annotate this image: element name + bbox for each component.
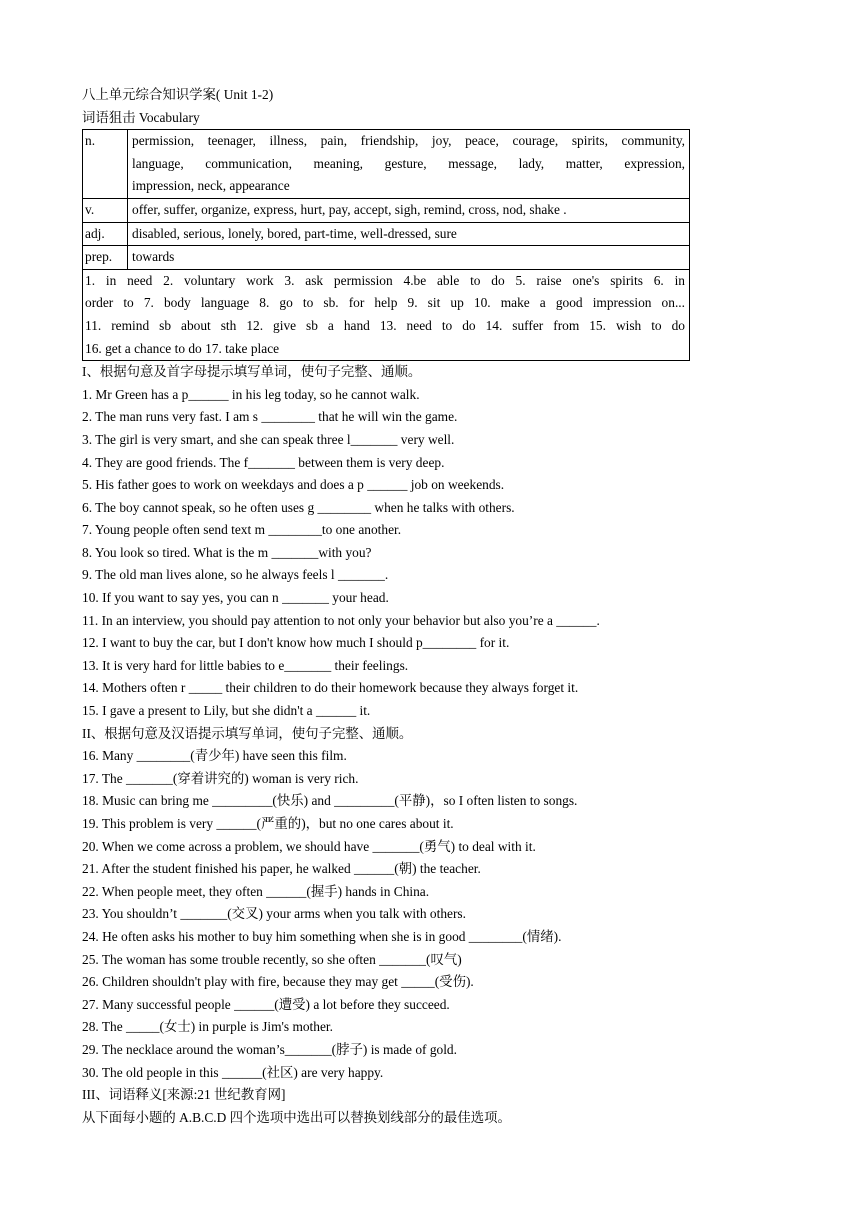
question-item: 10. If you want to say yes, you can n _______ your head.: [82, 590, 389, 606]
phrase-line: order to 7. body language 8. go to sb. for help 9. sit up 10. make a good impression on...: [85, 295, 685, 311]
question-item: 12. I want to buy the car, but I don't know how much I should p________ for it.: [82, 635, 510, 651]
verb-label: v.: [83, 198, 128, 222]
phrase-line: 16. get a chance to do 17. take place: [85, 340, 280, 356]
adjective-label: adj.: [83, 222, 128, 246]
verb-row: [83, 198, 690, 222]
question-item: 17. The _______(穿着讲究的) woman is very rich.: [82, 770, 359, 786]
preposition-row: [83, 246, 690, 270]
question-item: 25. The woman has some trouble recently, so she often _______(叹气): [82, 951, 462, 967]
question-item: 28. The _____(女士) in purple is Jim's mother.: [82, 1019, 333, 1035]
phrase-line: 1. in need 2. voluntary work 3. ask permission 4.be able to do 5. raise one's spirits 6. in: [85, 272, 685, 288]
question-item: 29. The necklace around the woman’s_______(脖子) is made of gold.: [82, 1041, 457, 1057]
noun-line: permission, teenager, illness, pain, friendship, joy, peace, courage, spirits, community,: [132, 133, 685, 149]
question-item: 16. Many ________(青少年) have seen this film.: [82, 748, 347, 764]
noun-line: impression, neck, appearance: [132, 178, 290, 194]
worksheet-page: [82, 84, 692, 1129]
question-item: 1. Mr Green has a p______ in his leg today, so he cannot walk.: [82, 386, 420, 402]
question-item: 9. The old man lives alone, so he always feels l _______.: [82, 567, 389, 583]
question-item: 3. The girl is very smart, and she can speak three l_______ very well.: [82, 431, 455, 447]
noun-words: [128, 130, 690, 199]
vocabulary-heading: 词语狙击 Vocabulary: [82, 109, 200, 125]
preposition-words: towards: [128, 246, 690, 270]
question-item: 4. They are good friends. The f_______ between them is very deep.: [82, 454, 445, 470]
adjective-words: disabled, serious, lonely, bored, part-time, well-dressed, sure: [128, 222, 690, 246]
section2-list: [82, 745, 692, 1084]
noun-label: n.: [83, 130, 128, 199]
section1-heading: I、根据句意及首字母提示填写单词，使句子完整、通顺。: [82, 364, 422, 380]
question-item: 14. Mothers often r _____ their children to do their homework because they always forget it.: [82, 680, 579, 696]
worksheet-title: 八上单元综合知识学案( Unit 1-2): [82, 87, 274, 102]
question-item: 5. His father goes to work on weekdays and does a p ______ job on weekends.: [82, 477, 505, 493]
question-item: 11. In an interview, you should pay attention to not only your behavior but also you’re a ______.: [82, 612, 600, 628]
phrases-row: [83, 269, 690, 360]
question-item: 19. This problem is very ______(严重的)，but no one cares about it.: [82, 816, 454, 831]
noun-line: language, communication, meaning, gesture, message, lady, matter, expression,: [132, 155, 685, 171]
verb-words: offer, suffer, organize, express, hurt, pay, accept, sigh, remind, cross, nod, shake .: [128, 198, 690, 222]
section3-heading: III、词语释义[来源:21 世纪教育网]: [82, 1087, 286, 1103]
question-item: 30. The old people in this ______(社区) are very happy.: [82, 1064, 384, 1080]
question-item: 27. Many successful people ______(遭受) a lot before they succeed.: [82, 996, 450, 1012]
section1-list: [82, 384, 692, 723]
question-item: 18. Music can bring me _________(快乐) and _________(平静)，so I often listen to songs.: [82, 793, 578, 809]
noun-row: [83, 130, 690, 199]
phrases-cell: [83, 269, 690, 360]
question-item: 8. You look so tired. What is the m _______with you?: [82, 544, 372, 560]
question-item: 20. When we come across a problem, we should have _______(勇气) to deal with it.: [82, 838, 536, 854]
question-item: 13. It is very hard for little babies to e_______ their feelings.: [82, 657, 409, 673]
question-item: 6. The boy cannot speak, so he often uses g ________ when he talks with others.: [82, 499, 515, 515]
preposition-label: prep.: [83, 246, 128, 270]
question-item: 23. You shouldn’t _______(交叉) your arms when you talk with others.: [82, 906, 466, 922]
question-item: 24. He often asks his mother to buy him something when she is in good ________(情绪).: [82, 928, 562, 944]
question-item: 2. The man runs very fast. I am s ________ that he will win the game.: [82, 409, 458, 425]
question-item: 22. When people meet, they often ______(握手) hands in China.: [82, 883, 430, 899]
question-item: 21. After the student finished his paper, he walked ______(朝) the teacher.: [82, 861, 481, 877]
phrase-line: 11. remind sb about sth 12. give sb a hand 13. need to do 14. suffer from 15. wish to do: [85, 317, 685, 333]
section2-heading: II、根据句意及汉语提示填写单词，使句子完整、通顺。: [82, 725, 413, 741]
question-item: 26. Children shouldn't play with fire, because they may get _____(受伤).: [82, 974, 474, 990]
question-item: 15. I gave a present to Lily, but she didn't a ______ it.: [82, 703, 371, 719]
adjective-row: [83, 222, 690, 246]
question-item: 7. Young people often send text m ________to one another.: [82, 522, 402, 538]
section3-instruction: 从下面每小题的 A.B.C.D 四个选项中选出可以替换划线部分的最佳选项。: [82, 1109, 511, 1125]
vocabulary-table: [82, 129, 690, 361]
